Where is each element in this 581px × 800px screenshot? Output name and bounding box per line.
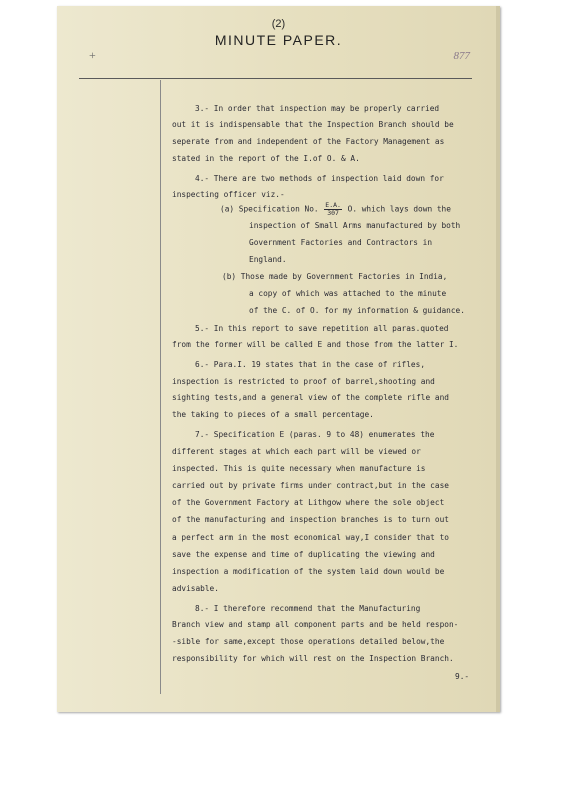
para3-line3: seperate from and independent of the Factory Management as [172, 137, 445, 146]
para4a-line1 [220, 202, 451, 217]
page-number: (2) [271, 18, 286, 30]
catchword: 9.- [455, 672, 470, 681]
para4a-line2: inspection of Small Arms manufactured by both [249, 221, 461, 230]
para7-line5: of the Government Factory at Lithgow where the sole object [172, 498, 445, 507]
para6-line1: 6.- Para.I. 19 states that in the case of rifles, [195, 360, 426, 369]
para4b-line3: of the C. of O. for my information & guidance. [249, 306, 465, 315]
para6-line4: the taking to pieces of a small percentage. [172, 410, 374, 419]
para4b-line1: (b) Those made by Government Factories in India, [222, 272, 448, 281]
para7-line6: of the manufacturing and inspection branches is to turn out [172, 515, 449, 524]
margin-cross-mark: + [89, 48, 96, 62]
para4a-suffix: O. which lays down the [347, 204, 451, 214]
para3-line1: 3.- In order that inspection may be properly carried [195, 104, 440, 113]
sheet-edge-shadow [496, 6, 500, 712]
specification-fraction [324, 202, 342, 217]
para7-line8: save the expense and time of duplicating the viewing and [172, 550, 435, 559]
para6-line2: inspection is restricted to proof of barrel,shooting and [172, 377, 435, 386]
para7-line2: different stages at which each part will be viewed or [172, 447, 421, 456]
para8-line1: 8.- I therefore recommend that the Manufacturing [195, 604, 421, 613]
para7-line3: inspected. This is quite necessary when manufacture is [172, 464, 426, 473]
para8-line4: responsibility for which will rest on the Inspection Branch. [172, 654, 454, 663]
para7-line7: a perfect arm in the most economical way,I consider that to [172, 533, 449, 542]
para7-line9: inspection a modification of the system laid down would be [172, 567, 445, 576]
para6-line3: sighting tests,and a general view of the complete rifle and [172, 393, 449, 402]
para3-line2: out it is indispensable that the Inspection Branch should be [172, 120, 454, 129]
margin-line [160, 80, 161, 694]
para7-line1: 7.- Specification E (paras. 9 to 48) enumerates the [195, 430, 435, 439]
minute-paper-sheet [57, 6, 500, 712]
para4-line2: inspecting officer viz.- [172, 190, 285, 199]
fraction-denominator: 307 [327, 209, 339, 217]
folio-number: 877 [453, 50, 470, 62]
para4a-line3: Government Factories and Contractors in [249, 238, 433, 247]
para4b-line2: a copy of which was attached to the minute [249, 289, 447, 298]
para7-line10: advisable. [172, 584, 219, 593]
fraction-numerator: E.A. [325, 201, 341, 209]
para7-line4: carried out by private firms under contract,but in the case [172, 481, 449, 490]
para5-line2: from the former will be called E and those from the latter I. [172, 340, 459, 349]
page-title: MINUTE PAPER. [214, 32, 343, 48]
header-rule [79, 78, 472, 79]
para4a-line4: England. [249, 255, 287, 264]
para8-line2: Branch view and stamp all component parts and be held respon- [172, 620, 459, 629]
para3-line4: stated in the report of the I.of O. & A. [172, 154, 360, 163]
para8-line3: -sible for same,except those operations detailed below,the [172, 637, 445, 646]
para4-line1: 4.- There are two methods of inspection laid down for [195, 174, 444, 183]
para4a-prefix: (a) Specification No. [220, 204, 319, 214]
para5-line1: 5.- In this report to save repetition all paras.quoted [195, 324, 449, 333]
